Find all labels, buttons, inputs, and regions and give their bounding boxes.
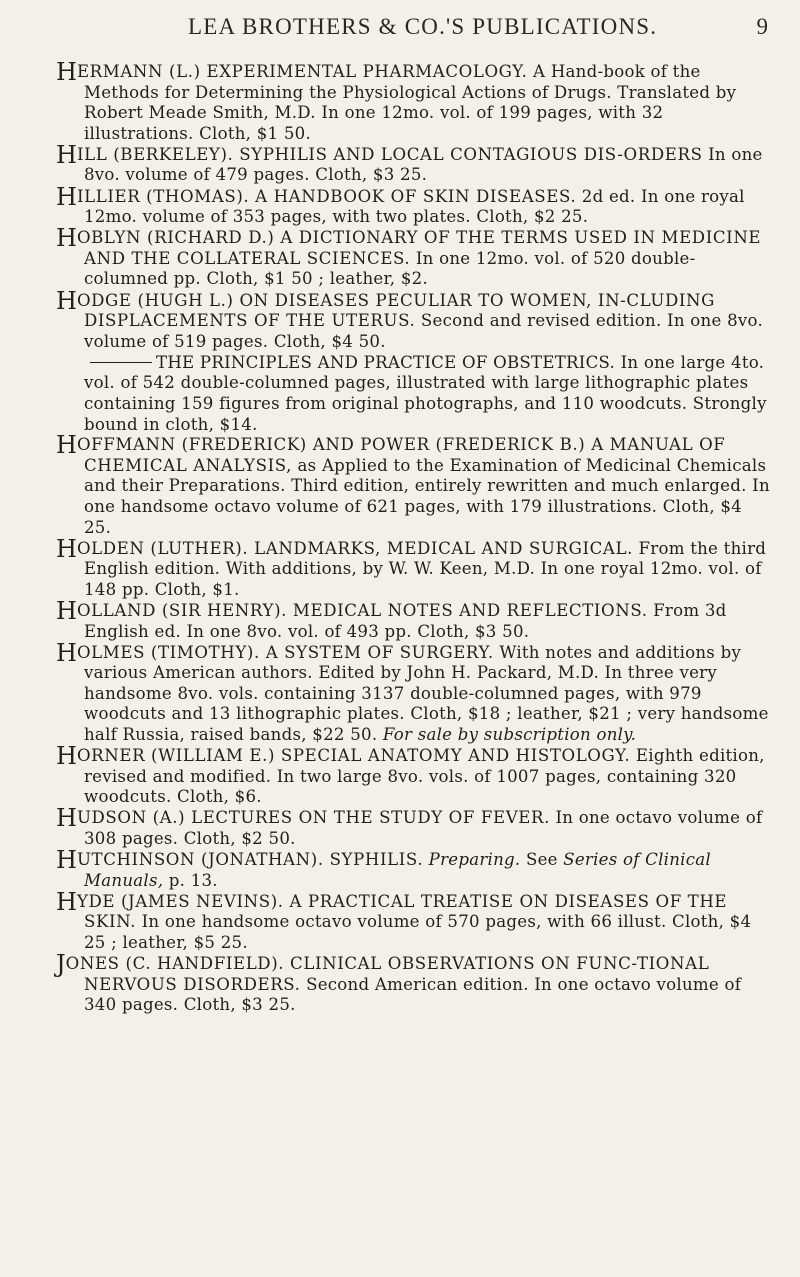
catalog-entry bbox=[56, 182, 772, 228]
catalog-entry bbox=[56, 286, 772, 353]
drop-initial: H bbox=[56, 846, 77, 875]
drop-initial: H bbox=[56, 431, 77, 460]
entry-description: In one 8vo. volume of 479 pages. Cloth, $3 25. bbox=[84, 144, 763, 185]
catalog-entry bbox=[56, 596, 772, 642]
drop-initial: H bbox=[56, 534, 77, 563]
entry-heading: OBLYN (RICHARD D.) A DICTIONARY OF THE TERMS USED IN MEDICINE AND THE COLLATERAL SCIENCES. bbox=[76, 228, 762, 268]
entry-description: A Hand-book of the Methods for Determining the Physiological Actions of Drugs. Translated by Robert Meade Smith, M.D. In one 12mo. vol. of 199 pages, with 32 illustrations. Cloth, $1 50. bbox=[84, 62, 737, 143]
page-number: 9 bbox=[756, 14, 768, 39]
entry-description: From the third English edition. With additions, by W. W. Keen, M.D. In one royal 12mo. vol. of 148 pp. Cloth, $1. bbox=[84, 538, 767, 599]
catalog-entry bbox=[56, 887, 772, 954]
series-reference: Series of Clinical Manuals, bbox=[84, 850, 711, 890]
drop-initial: H bbox=[56, 742, 77, 771]
entry-description: Eighth edition, revised and modified. In two large 8vo. vols. of 1007 pages, containing 320 woodcuts. Cloth, $6. bbox=[84, 746, 765, 807]
entry-heading: ORNER (WILLIAM E.) SPECIAL ANATOMY AND HISTOLOGY. bbox=[76, 746, 631, 766]
drop-initial: H bbox=[56, 224, 77, 253]
catalog-entry bbox=[56, 638, 772, 746]
entry-description: See bbox=[520, 850, 564, 870]
entry-heading: OFFMANN (FREDERICK) AND POWER (FREDERICK B.) A MANUAL OF CHEMICAL ANALYSIS, bbox=[76, 435, 726, 475]
entry-heading: THE PRINCIPLES AND PRACTICE OF OBSTETRICS. bbox=[156, 352, 616, 372]
catalog-entry bbox=[56, 950, 772, 1016]
entry-description: Second and revised edition. In one 8vo. volume of 519 pages. Cloth, $4 50. bbox=[84, 311, 763, 351]
entry-description: From 3d English ed. In one 8vo. vol. of 493 pp. Cloth, $3 50. bbox=[84, 600, 727, 641]
status-note: Preparing. bbox=[423, 850, 521, 870]
entry-description: In one octavo volume of 308 pages. Cloth, $2 50. bbox=[84, 808, 763, 848]
drop-initial: H bbox=[56, 58, 77, 86]
entry-heading: OLDEN (LUTHER). LANDMARKS, MEDICAL AND SURGICAL. bbox=[76, 538, 633, 558]
entry-description: With notes and additions by various American authors. Edited by John H. Packard, M.D. In three very handsome 8vo. vols. containing 3137 double-columned pages, with 979 woodcuts and 13 lithographic plates. Cloth, $18 ; leather, $21 ; very handsome half Russia, raised bands, $22 50. bbox=[84, 642, 769, 744]
drop-initial: J bbox=[56, 950, 66, 979]
entry-heading: OLMES (TIMOTHY). A SYSTEM OF SURGERY. bbox=[76, 642, 494, 662]
catalog-entries bbox=[0, 58, 800, 1016]
page-header bbox=[0, 8, 800, 48]
drop-initial: H bbox=[56, 286, 77, 315]
entry-description: as Applied to the Examination of Medicinal Chemicals and their Preparations. Third edition, entirely rewritten and much enlarged. In one handsome octavo volume of 621 pages, with 179 illustrations. Cloth, $4 25. bbox=[84, 455, 770, 537]
catalog-entry bbox=[56, 534, 772, 601]
entry-description: In one large 4to. vol. of 542 double-columned pages, illustrated with large lithographic plates containing 159 figures from original photographs, and 110 woodcuts. Strongly bound in cloth, $14. bbox=[84, 352, 767, 434]
entry-heading: OLLAND (SIR HENRY). MEDICAL NOTES AND REFLECTIONS. bbox=[76, 600, 648, 620]
catalog-sub-entry bbox=[84, 353, 772, 435]
drop-initial: H bbox=[56, 638, 77, 667]
subscription-note: For sale by subscription only. bbox=[382, 725, 637, 744]
catalog-entry bbox=[56, 140, 772, 186]
entry-heading: ILL (BERKELEY). SYPHILIS AND LOCAL CONTAGIOUS DIS-ORDERS bbox=[76, 144, 703, 164]
entry-description: In one 12mo. vol. of 520 double-columned pp. Cloth, $1 50 ; leather, $2. bbox=[84, 248, 696, 289]
running-title: LEA BROTHERS & CO.'S PUBLICATIONS. bbox=[188, 14, 658, 39]
catalog-entry bbox=[56, 846, 772, 891]
entry-heading: ILLIER (THOMAS). A HANDBOOK OF SKIN DISEASES. bbox=[76, 186, 577, 206]
drop-initial: H bbox=[56, 596, 77, 625]
ditto-rule bbox=[90, 362, 152, 363]
catalog-entry bbox=[56, 58, 772, 144]
entry-heading: ONES (C. HANDFIELD). CLINICAL OBSERVATIONS ON FUNC-TIONAL NERVOUS DISORDERS. bbox=[65, 954, 710, 994]
catalog-entry bbox=[56, 224, 772, 290]
entry-heading: UDSON (A.) LECTURES ON THE STUDY OF FEVER. bbox=[76, 808, 550, 828]
drop-initial: H bbox=[56, 182, 77, 211]
entry-heading: ODGE (HUGH L.) ON DISEASES PECULIAR TO WOMEN, IN-CLUDING DISPLACEMENTS OF THE UTERUS. bbox=[76, 290, 716, 331]
entry-heading: UTCHINSON (JONATHAN). SYPHILIS. bbox=[76, 850, 424, 870]
entry-description: 2d ed. In one royal 12mo. volume of 353 pages, with two plates. Cloth, $2 25. bbox=[84, 186, 745, 227]
catalog-entry bbox=[56, 742, 772, 808]
catalog-entry bbox=[56, 804, 772, 849]
catalog-entry bbox=[56, 431, 772, 538]
page-reference: p. 13. bbox=[163, 870, 218, 890]
entry-description: Second American edition. In one octavo volume of 340 pages. Cloth, $3 25. bbox=[84, 974, 742, 1015]
entry-description: In one handsome octavo volume of 570 pages, with 66 illust. Cloth, $4 25 ; leather, $5 25. bbox=[84, 912, 752, 952]
entry-heading: YDE (JAMES NEVINS). A PRACTICAL TREATISE ON DISEASES OF THE SKIN. bbox=[76, 891, 728, 932]
drop-initial: H bbox=[56, 804, 77, 833]
drop-initial: H bbox=[56, 887, 77, 916]
drop-initial: H bbox=[56, 140, 77, 169]
entry-heading: ERMANN (L.) EXPERIMENTAL PHARMACOLOGY. bbox=[76, 62, 528, 81]
